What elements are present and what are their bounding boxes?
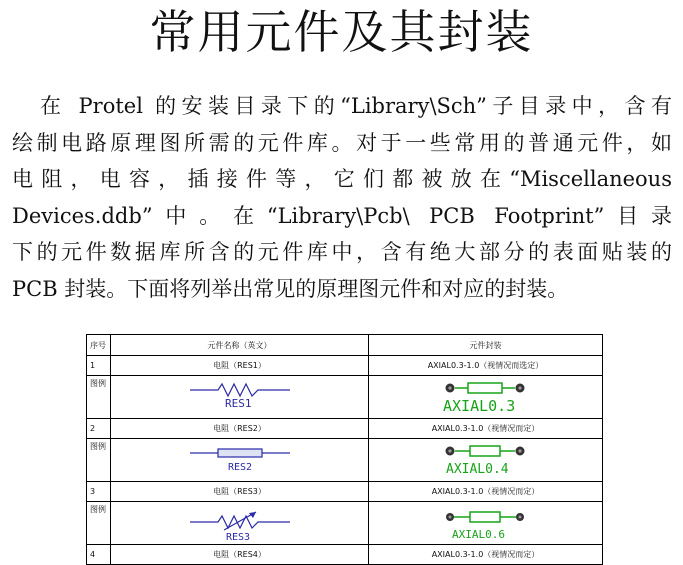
paragraph-line: 绘制电路原理图所需的元件库。对于一些常用的普通元件，如	[12, 130, 672, 155]
header-package: 元件封装	[369, 335, 603, 356]
resistor-symbol	[180, 439, 300, 479]
figure-label: 图例	[87, 502, 111, 545]
paragraph-line: 电阻，电容，插接件等，它们都被放在“Miscellaneous	[12, 167, 672, 191]
figure-label: 图例	[87, 376, 111, 419]
figure-row	[87, 376, 603, 419]
schematic-symbol-cell	[111, 439, 369, 482]
component-name: 电阻（RES4）	[111, 545, 369, 565]
paragraph-line: PCB 封装。下面将列举出常见的原理图元件和对应的封装。	[12, 276, 569, 301]
footprint-label: AXIAL0.4	[445, 462, 509, 477]
header-name: 元件名称（英文）	[111, 335, 369, 356]
table-header-row	[87, 335, 603, 356]
axial-footprint	[426, 376, 546, 416]
axial-footprint	[426, 439, 546, 479]
axial-footprint	[426, 502, 546, 542]
figure-row	[87, 502, 603, 545]
component-package: AXIAL0.3-1.0（视情况而定）	[369, 482, 603, 502]
row-number: 2	[87, 419, 111, 439]
footprint-label: AXIAL0.3	[442, 397, 515, 415]
pcb-footprint-cell	[369, 376, 603, 419]
component-package: AXIAL0.3-1.0（视情况而定）	[369, 419, 603, 439]
schematic-symbol-cell	[111, 502, 369, 545]
table-row	[87, 545, 603, 565]
component-package: AXIAL0.3-1.0（视情况而选定）	[369, 356, 603, 376]
symbol-label: RES3	[225, 532, 250, 542]
component-table	[86, 334, 603, 565]
intro-paragraph	[12, 88, 672, 307]
row-number: 1	[87, 356, 111, 376]
paragraph-line: 在 Protel 的安装目录下的“Library\Sch”子目录中，含有	[40, 94, 672, 118]
pcb-footprint-cell	[369, 439, 603, 482]
page-title: 常用元件及其封装	[149, 5, 534, 59]
symbol-label: RES1	[224, 397, 251, 410]
component-name: 电阻（RES2）	[111, 419, 369, 439]
component-name: 电阻（RES3）	[111, 482, 369, 502]
symbol-label: RES2	[227, 462, 252, 473]
footprint-label: AXIAL0.6	[451, 528, 505, 541]
schematic-symbol-cell	[111, 376, 369, 419]
variable-resistor-symbol	[180, 502, 300, 542]
figure-label: 图例	[87, 439, 111, 482]
header-number: 序号	[87, 335, 111, 356]
pcb-footprint-cell	[369, 502, 603, 545]
paragraph-line: Devices.ddb”中。在“Library\Pcb\ PCB Footprint”目录	[12, 203, 672, 228]
table-row	[87, 356, 603, 376]
component-name: 电阻（RES1）	[111, 356, 369, 376]
resistor-symbol	[180, 376, 300, 416]
figure-row	[87, 439, 603, 482]
row-number: 3	[87, 482, 111, 502]
paragraph-line: 下的元件数据库所含的元件库中，含有绝大部分的表面贴装的	[12, 240, 672, 264]
component-package: AXIAL0.3-1.0（视情况而定）	[369, 545, 603, 565]
table-row	[87, 419, 603, 439]
table-row	[87, 482, 603, 502]
row-number: 4	[87, 545, 111, 565]
